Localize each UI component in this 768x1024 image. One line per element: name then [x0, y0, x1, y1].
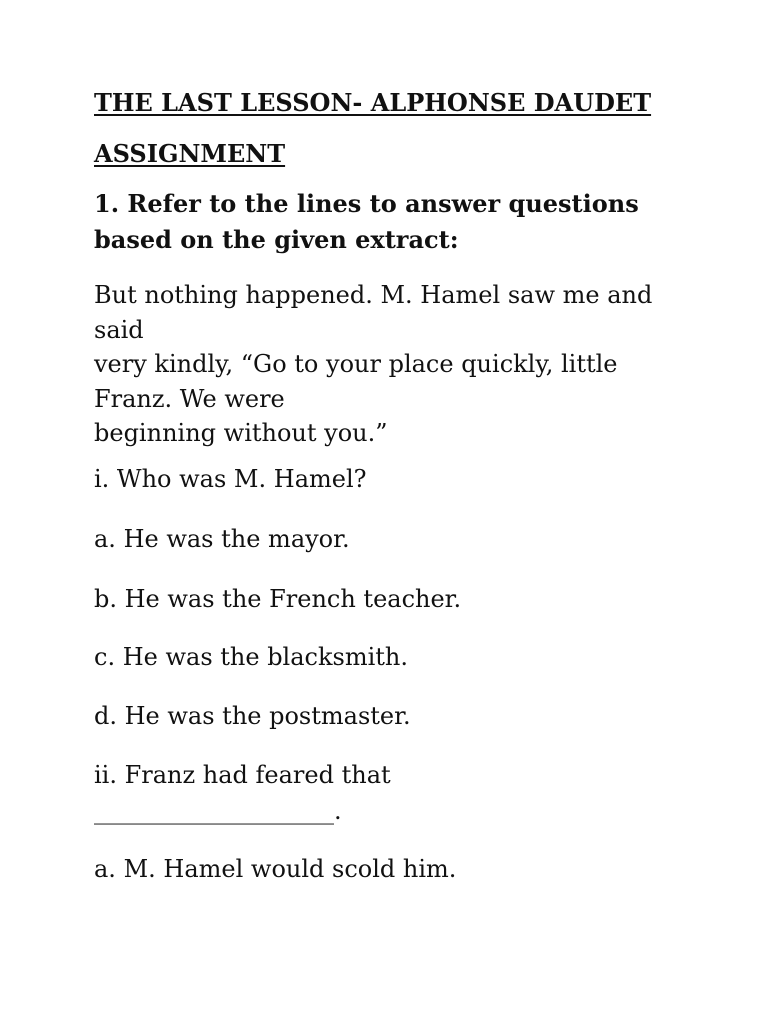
assignment-heading: ASSIGNMENT — [94, 139, 286, 168]
question-2-blank: ____________________. — [94, 797, 342, 825]
question-2-option-a: a. M. Hamel would scold him. — [94, 855, 457, 883]
question-1-option-a: a. He was the mayor. — [94, 525, 350, 553]
question-2-prompt: ii. Franz had feared that — [94, 761, 391, 789]
question-heading: 1. Refer to the lines to answer questions based on the given extract: — [94, 189, 639, 254]
question-1-option-c: c. He was the blacksmith. — [94, 643, 409, 671]
extract-line: very kindly, “Go to your place quickly, little Franz. We were — [94, 350, 618, 413]
question-1-option-d: d. He was the postmaster. — [94, 702, 411, 730]
extract-passage — [94, 278, 694, 451]
extract-line: But nothing happened. M. Hamel saw me and said — [94, 281, 653, 344]
document-title: THE LAST LESSON- ALPHONSE DAUDET — [94, 88, 652, 117]
question-1-prompt: i. Who was M. Hamel? — [94, 465, 367, 493]
extract-line: beginning without you.” — [94, 419, 388, 447]
question-1-option-b: b. He was the French teacher. — [94, 585, 462, 613]
